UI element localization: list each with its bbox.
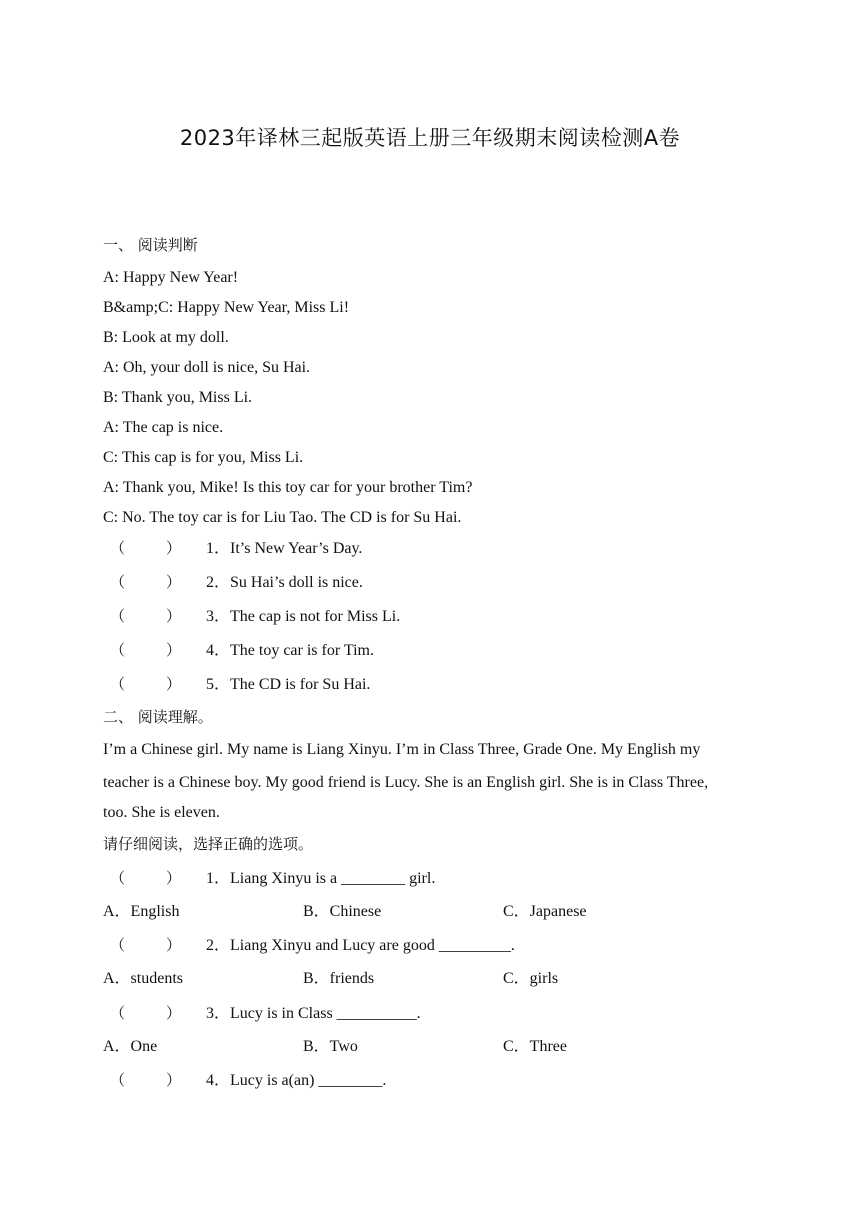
answer-paren-close: ） bbox=[166, 869, 182, 887]
choice-question bbox=[110, 935, 515, 956]
choice-question bbox=[110, 1003, 421, 1024]
section-1-heading: 一、 阅读判断 bbox=[103, 236, 198, 254]
passage-line: I’m a Chinese girl. My name is Liang Xinyu. I’m in Class Three, Grade One. My English my bbox=[103, 741, 701, 758]
option-c: C．Japanese bbox=[503, 903, 587, 920]
dialogue-line: A: Oh, your doll is nice, Su Hai. bbox=[103, 359, 311, 376]
instruction-text: 请仔细阅读，选择正确的选项。 bbox=[103, 835, 314, 853]
question-text: 1．Liang Xinyu is a ________ girl. bbox=[206, 870, 436, 887]
dialogue-line: A: The cap is nice. bbox=[103, 419, 224, 436]
answer-paren-open: （ bbox=[110, 539, 126, 557]
answer-paren-open: （ bbox=[110, 1004, 126, 1022]
judgement-question bbox=[110, 572, 363, 593]
choice-question bbox=[110, 1070, 386, 1091]
option-b: B．Chinese bbox=[303, 903, 382, 920]
answer-paren-close: ） bbox=[166, 675, 182, 693]
passage-line: too. She is eleven. bbox=[103, 804, 220, 821]
judgement-question bbox=[110, 640, 374, 661]
judgement-question bbox=[110, 538, 362, 559]
answer-paren-open: （ bbox=[110, 607, 126, 625]
options-row bbox=[103, 969, 803, 989]
answer-paren-close: ） bbox=[166, 539, 182, 557]
options-row bbox=[103, 1037, 803, 1057]
answer-paren-close: ） bbox=[166, 641, 182, 659]
option-b: B．Two bbox=[303, 1038, 358, 1055]
question-text: 4．Lucy is a(an) ________. bbox=[206, 1072, 387, 1089]
page-title: 2023年译林三起版英语上册三年级期末阅读检测A卷 bbox=[179, 126, 681, 150]
section-2-heading: 二、 阅读理解。 bbox=[103, 708, 213, 726]
judgement-question bbox=[110, 606, 400, 627]
dialogue-line: B: Thank you, Miss Li. bbox=[103, 389, 253, 406]
passage-line: teacher is a Chinese boy. My good friend is Lucy. She is an English girl. She is in Class Three, bbox=[103, 774, 709, 791]
question-text: 2．Su Hai’s doll is nice. bbox=[206, 574, 363, 591]
answer-paren-close: ） bbox=[166, 573, 182, 591]
question-text: 4．The toy car is for Tim. bbox=[206, 642, 374, 659]
option-b: B．friends bbox=[303, 970, 375, 987]
answer-paren-close: ） bbox=[166, 936, 182, 954]
answer-paren-open: （ bbox=[110, 1071, 126, 1089]
option-c: C．Three bbox=[503, 1038, 567, 1055]
option-a: A．students bbox=[103, 970, 184, 987]
answer-paren-open: （ bbox=[110, 675, 126, 693]
dialogue-line: A: Happy New Year! bbox=[103, 269, 239, 286]
question-text: 3．Lucy is in Class __________. bbox=[206, 1005, 421, 1022]
option-a: A．One bbox=[103, 1038, 158, 1055]
judgement-question bbox=[110, 674, 370, 695]
question-text: 1．It’s New Year’s Day. bbox=[206, 540, 363, 557]
choice-question bbox=[110, 868, 435, 889]
dialogue-line: C: No. The toy car is for Liu Tao. The CD is for Su Hai. bbox=[103, 509, 462, 526]
answer-paren-open: （ bbox=[110, 641, 126, 659]
answer-paren-open: （ bbox=[110, 869, 126, 887]
answer-paren-close: ） bbox=[166, 607, 182, 625]
question-text: 2．Liang Xinyu and Lucy are good _________. bbox=[206, 937, 515, 954]
answer-paren-close: ） bbox=[166, 1071, 182, 1089]
dialogue-line: A: Thank you, Mike! Is this toy car for your brother Tim? bbox=[103, 479, 473, 496]
options-row bbox=[103, 902, 803, 922]
dialogue-line: B&amp;C: Happy New Year, Miss Li! bbox=[103, 299, 350, 316]
question-text: 5．The CD is for Su Hai. bbox=[206, 676, 371, 693]
option-a: A．English bbox=[103, 903, 180, 920]
answer-paren-close: ） bbox=[166, 1004, 182, 1022]
answer-paren-open: （ bbox=[110, 573, 126, 591]
dialogue-line: B: Look at my doll. bbox=[103, 329, 229, 346]
dialogue-line: C: This cap is for you, Miss Li. bbox=[103, 449, 304, 466]
answer-paren-open: （ bbox=[110, 936, 126, 954]
question-text: 3．The cap is not for Miss Li. bbox=[206, 608, 401, 625]
option-c: C．girls bbox=[503, 970, 559, 987]
